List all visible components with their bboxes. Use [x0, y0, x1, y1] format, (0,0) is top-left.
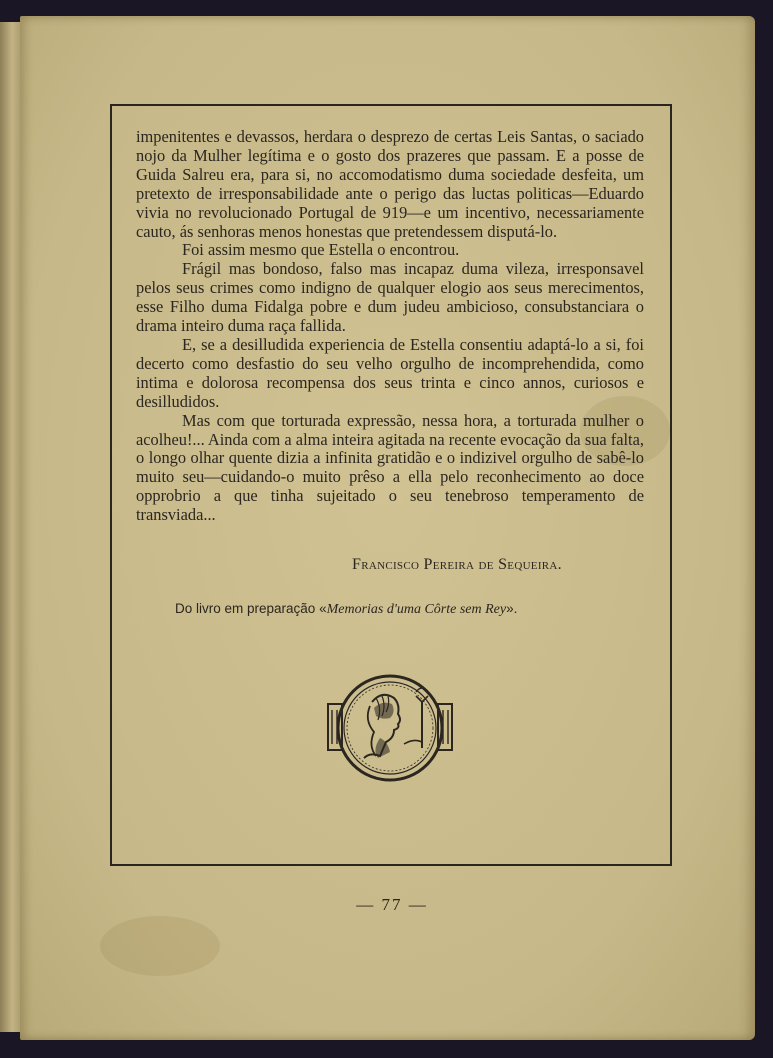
- source-prefix: Do livro em preparação «: [175, 601, 327, 616]
- page-number: — 77 —: [356, 895, 428, 914]
- author-signature: Francisco Pereira de Sequeira.: [352, 556, 562, 573]
- source-suffix: ».: [506, 601, 518, 616]
- paragraph-1: impenitentes e devassos, herdara o desprezo de certas Leis Santas, o saciado nojo da Mulher legítima e o gosto dos prazeres que passam. E a posse de Guida Salreu era, para si, no accomodatismo duma sociedade desfeita, um pretexto de irresponsabilidade ante o perigo das luctas politicas—Eduardo vivia no revolucionado Portugal de 919—e um incentivo, necessariamente cauto, ás senhoras menos honestas que pretendessem disputá-lo.: [136, 127, 644, 241]
- paragraph-2: Foi assim mesmo que Estella o encontrou.: [182, 240, 460, 260]
- paragraph-4: E, se a desilludida experiencia de Estella consentiu adaptá-lo a si, foi decerto como desfastio do seu velho orgulho de incomprehendida, como intima e dolorosa recompensa dos seus trinta e cinco annos, curiosos e desilludidos.: [136, 334, 644, 411]
- left-page-edge: [0, 22, 22, 1032]
- source-book-title: Memorias d'uma Côrte sem Rey: [326, 602, 507, 617]
- article-body: [136, 128, 644, 525]
- paragraph-3: Frágil mas bondoso, falso mas incapaz duma vileza, irresponsavel pelos seus crimes como indigno de qualquer elogio aos seus merecimentos, esse Filho duma Fidalga pobre e dum judeu ambicioso, consubstanciara o drama inteiro duma raça fallida.: [136, 259, 644, 336]
- paragraph-5: Mas com que torturada expressão, nessa hora, a torturada mulher o acolheu!... Ainda com a alma inteira agitada na recente evocação da sua falta, o longo olhar quente dizia a infinita gratidão e o indizivel orgulho de sabê-lo muito seu—cuidando-o muito prêso a ella pelo reconhecimento ao doce opprobrio a que tinha sujeitado o seu tenebroso temperamento de transviada...: [136, 410, 644, 525]
- paper-stain: [100, 916, 220, 976]
- source-note: [175, 601, 517, 618]
- emblem-icon: [324, 672, 456, 784]
